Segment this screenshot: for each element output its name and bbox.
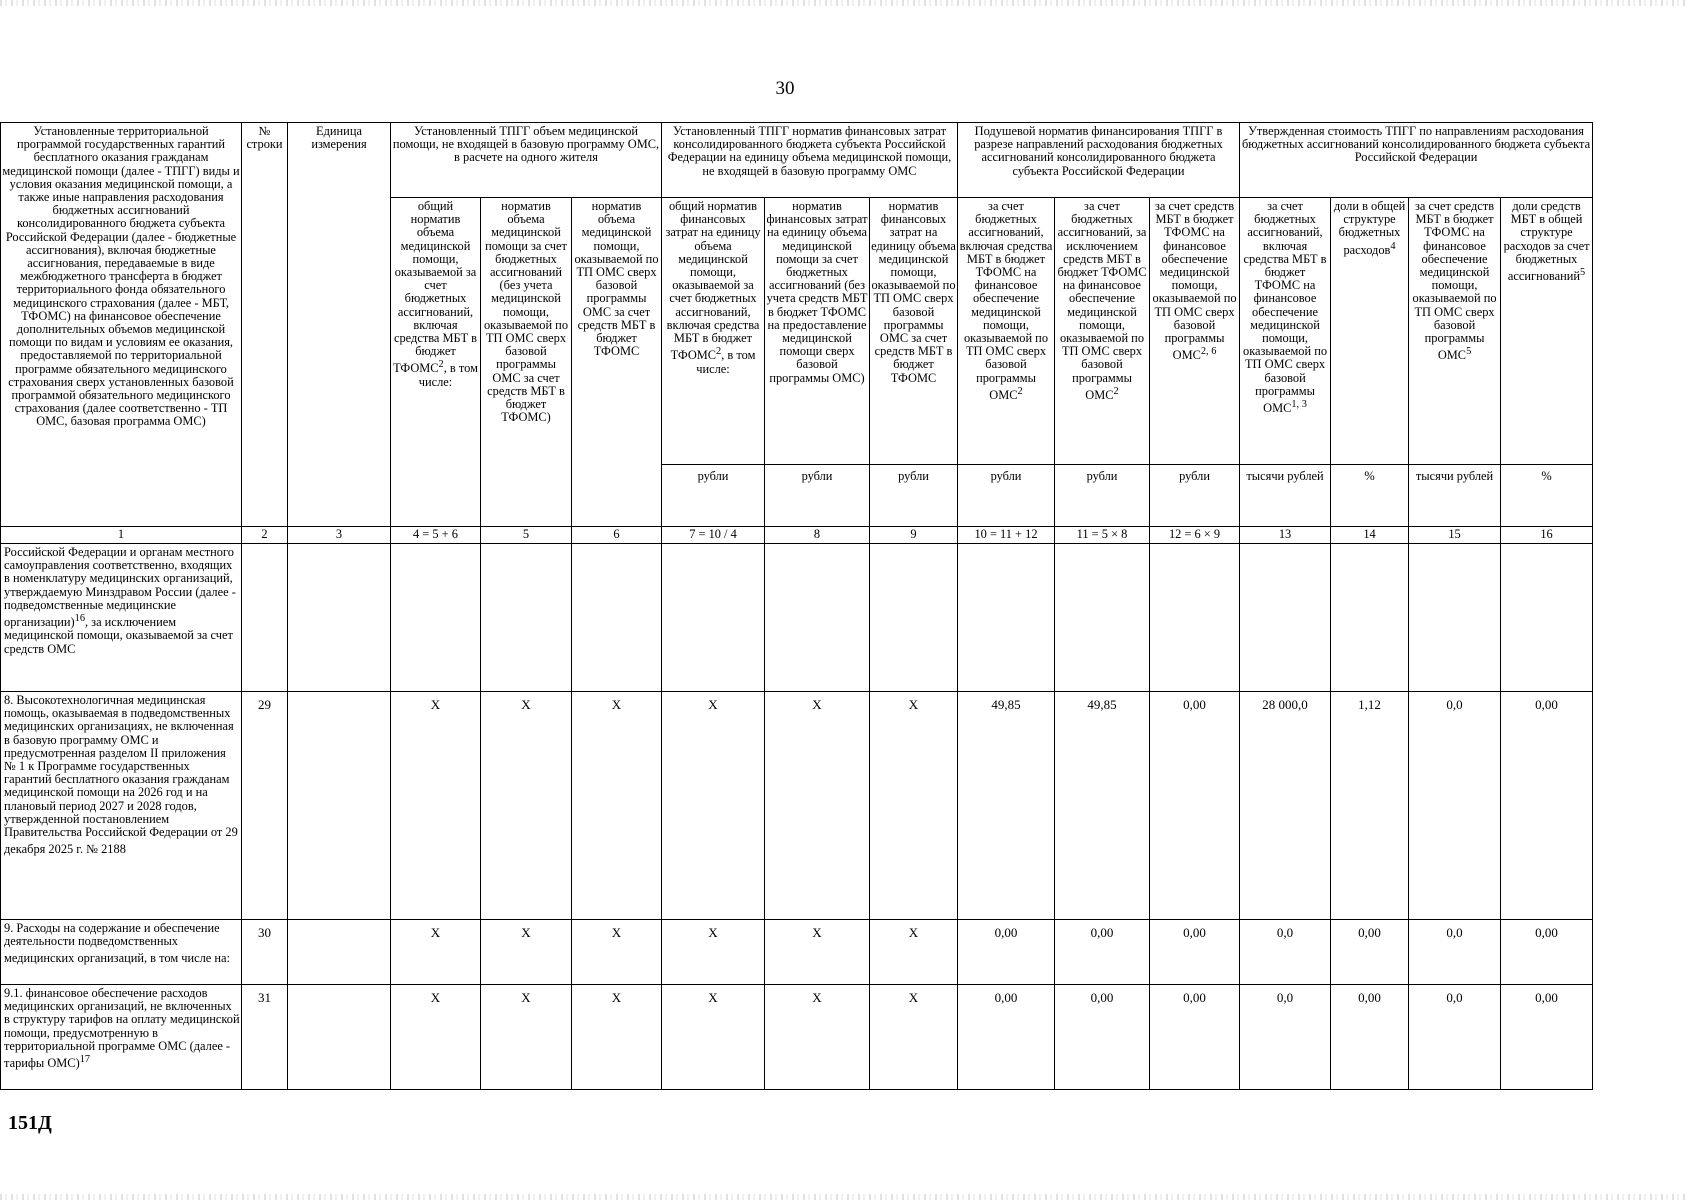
column-number: 1	[1, 527, 242, 544]
column-number: 12 = 6 × 9	[1150, 527, 1240, 544]
header-sub-8: норматив финансовых затрат на единицу объема медицинской помощи за счет бюджетных ассигнований (без учета средств МБТ в бюджет ТФОМС на предоставление медицинской помощи сверх базовой программы ОМС)	[765, 198, 870, 465]
row-cell: X	[481, 920, 572, 985]
column-numbers-row	[1, 527, 1593, 544]
unit-cell: %	[1501, 465, 1593, 527]
row-cell: 0,00	[1331, 920, 1409, 985]
header-sub-6: норматив объема медицинской помощи, оказываемой по ТП ОМС сверх базовой программы ОМС за счет средств МБТ в бюджет ТФОМС	[572, 198, 662, 527]
unit-cell: рубли	[662, 465, 765, 527]
column-number: 15	[1409, 527, 1501, 544]
header-description: Установленные территориальной программой государственных гарантий бесплатного оказания гражданам медицинской помощи (далее - ТПГГ) виды и условия оказания медицинской помощи, а также иные направления расходования бюджетных ассигнований консолидированного бюджета субъекта Российской Федерации (далее - бюджетные ассигнования), включая бюджетные ассигнования, передаваемые в виде межбюджетного трансферта в бюджет территориального фонда обязательного медицинского страхования (далее - МБТ, ТФОМС) на финансовое обеспечение дополнительных объемов медицинской помощи по видам и условиям ее оказания, предоставляемой по территориальной программе обязательного медицинского страхования сверх установленных базовой программой обязательного медицинского страхования (далее соответственно - ТП ОМС, базовая программа ОМС)	[1, 123, 242, 527]
column-number: 5	[481, 527, 572, 544]
row-cell: X	[572, 920, 662, 985]
row-cell	[288, 920, 391, 985]
row-cell	[662, 544, 765, 692]
row-cell: X	[481, 985, 572, 1090]
header-sub-11: за счет бюджетных ассигнований, за исключением средств МБТ в бюджет ТФОМС на финансовое обеспечение медицинской помощи, оказываемой по ТП ОМС сверх базовой программы ОМС$^2$	[1055, 198, 1150, 465]
header-group-approved-cost: Утвержденная стоимость ТПГГ по направлениям расходования бюджетных ассигнований консолидированного бюджета субъекта Российской Федерации	[1240, 123, 1593, 198]
row-cell	[481, 544, 572, 692]
scan-edge-top	[0, 0, 1686, 6]
scan-edge-bottom	[0, 1194, 1686, 1200]
header-sub-10: за счет бюджетных ассигнований, включая средства МБТ в бюджет ТФОМС на финансовое обеспечение медицинской помощи, оказываемой по ТП ОМС сверх базовой программы ОМС$^2$	[958, 198, 1055, 465]
row-number: 29	[242, 692, 288, 920]
row-cell	[870, 544, 958, 692]
header-sub-13: за счет бюджетных ассигнований, включая средства МБТ в бюджет ТФОМС на финансовое обеспечение медицинской помощи, оказываемой по ТП ОМС сверх базовой программы ОМС$^{1, 3}$	[1240, 198, 1331, 465]
row-cell: 0,00	[1331, 985, 1409, 1090]
row-cell: 0,00	[1501, 985, 1593, 1090]
row-cell	[242, 544, 288, 692]
row-cell: X	[662, 920, 765, 985]
row-cell	[288, 544, 391, 692]
row-description: Российской Федерации и органам местного самоуправления соответственно, входящих в номенклатуру медицинских организаций, утверждаемую Минздравом России (далее - подведомственные медицинские организации)$^{16}$, за исключением медицинской помощи, оказываемой за счет средств ОМС	[1, 544, 242, 692]
row-cell	[1331, 544, 1409, 692]
unit-cell: тысячи рублей	[1409, 465, 1501, 527]
row-cell: X	[391, 920, 481, 985]
row-cell: X	[870, 985, 958, 1090]
row-cell: X	[572, 985, 662, 1090]
column-number: 13	[1240, 527, 1331, 544]
header-sub-15: за счет средств МБТ в бюджет ТФОМС на финансовое обеспечение медицинской помощи, оказываемой по ТП ОМС сверх базовой программы ОМС$^5$	[1409, 198, 1501, 465]
row-cell: 49,85	[1055, 692, 1150, 920]
header-group-volume: Установленный ТПГГ объем медицинской помощи, не входящей в базовую программу ОМС, в расчете на одного жителя	[391, 123, 662, 198]
column-number: 14	[1331, 527, 1409, 544]
column-number: 8	[765, 527, 870, 544]
row-cell	[1501, 544, 1593, 692]
unit-cell: рубли	[765, 465, 870, 527]
row-cell: 28 000,0	[1240, 692, 1331, 920]
header-sub-12: за счет средств МБТ в бюджет ТФОМС на финансовое обеспечение медицинской помощи, оказываемой по ТП ОМС сверх базовой программы ОМС$^{2, 6}$	[1150, 198, 1240, 465]
row-cell: X	[391, 985, 481, 1090]
row-cell	[765, 544, 870, 692]
header-sub-16: доли средств МБТ в общей структуре расходов за счет бюджетных ассигнований$^5$	[1501, 198, 1593, 465]
row-cell: 0,00	[1150, 985, 1240, 1090]
row-cell: X	[662, 692, 765, 920]
row-cell: 0,00	[1150, 692, 1240, 920]
row-cell: 1,12	[1331, 692, 1409, 920]
row-cell	[958, 544, 1055, 692]
unit-cell: рубли	[958, 465, 1055, 527]
row-cell: X	[572, 692, 662, 920]
column-number: 9	[870, 527, 958, 544]
row-cell: X	[870, 692, 958, 920]
unit-cell: рубли	[1150, 465, 1240, 527]
column-number: 2	[242, 527, 288, 544]
column-number: 4 = 5 + 6	[391, 527, 481, 544]
header-sub-9: норматив финансовых затрат на единицу объема медицинской помощи, оказываемой по ТП ОМС сверх базовой программы ОМС за счет средств МБТ в бюджет ТФОМС	[870, 198, 958, 465]
row-cell: 0,00	[1150, 920, 1240, 985]
header-sub-14: доли в общей структуре бюджетных расходов$^4$	[1331, 198, 1409, 465]
column-number: 7 = 10 / 4	[662, 527, 765, 544]
column-number: 10 = 11 + 12	[958, 527, 1055, 544]
column-number: 6	[572, 527, 662, 544]
row-cell	[1409, 544, 1501, 692]
header-unit: Единица измерения	[288, 123, 391, 527]
row-cell	[1150, 544, 1240, 692]
header-sub-7: общий норматив финансовых затрат на единицу объема медицинской помощи, оказываемой за счет бюджетных ассигнований, включая средства МБТ в бюджет ТФОМС$^2$, в том числе:	[662, 198, 765, 465]
header-sub-5: норматив объема медицинской помощи за счет бюджетных ассигнований (без учета медицинской помощи, оказываемой по ТП ОМС сверх базовой программы ОМС за счет средств МБТ в бюджет ТФОМС)	[481, 198, 572, 527]
column-number: 11 = 5 × 8	[1055, 527, 1150, 544]
column-number: 16	[1501, 527, 1593, 544]
row-description: 8. Высокотехнологичная медицинская помощь, оказываемая в подведомственных медицинских организациях, не включенная в базовую программу ОМС и предусмотренная разделом II приложения № 1 к Программе государственных гарантий бесплатного оказания гражданам медицинской помощи на 2026 год и на плановый период 2027 и 2028 годов, утвержденной постановлением Правительства Российской Федерации от 29 декабря 2025 г. № 2188	[1, 692, 242, 920]
row-cell	[288, 692, 391, 920]
row-cell: 0,0	[1240, 920, 1331, 985]
row-cell: 0,00	[1055, 985, 1150, 1090]
row-cell: 0,00	[1501, 920, 1593, 985]
column-number: 3	[288, 527, 391, 544]
row-cell	[1240, 544, 1331, 692]
budget-table	[0, 122, 1593, 1090]
row-cell: X	[391, 692, 481, 920]
row-cell	[572, 544, 662, 692]
row-cell: 0,0	[1240, 985, 1331, 1090]
row-cell: X	[765, 692, 870, 920]
row-cell: 0,00	[1055, 920, 1150, 985]
row-cell: X	[765, 920, 870, 985]
header-row-groups	[1, 123, 1593, 198]
row-cell	[391, 544, 481, 692]
row-cell: 0,0	[1409, 920, 1501, 985]
row-cell: 49,85	[958, 692, 1055, 920]
unit-cell: рубли	[870, 465, 958, 527]
header-group-per-capita: Подушевой норматив финансирования ТПГГ в разрезе направлений расходования бюджетных ассигнований консолидированного бюджета субъекта Российской Федерации	[958, 123, 1240, 198]
table-row	[1, 920, 1593, 985]
table-row	[1, 544, 1593, 692]
row-cell	[1055, 544, 1150, 692]
footer-document-code: 151Д	[8, 1112, 52, 1134]
header-sub-4: общий норматив объема медицинской помощи, оказываемой за счет бюджетных ассигнований, включая средства МБТ в бюджет ТФОМС$^2$, в том числе:	[391, 198, 481, 527]
table-row	[1, 692, 1593, 920]
row-cell: 0,00	[958, 985, 1055, 1090]
row-description: 9.1. финансовое обеспечение расходов медицинских организаций, не включенных в структуру тарифов на оплату медицинской помощи, предусмотренную в территориальной программе ОМС (далее - тарифы ОМС)$^{17}$	[1, 985, 242, 1090]
page-number: 30	[775, 78, 795, 99]
unit-cell: %	[1331, 465, 1409, 527]
row-cell: X	[662, 985, 765, 1090]
header-row-number: № строки	[242, 123, 288, 527]
row-cell: X	[870, 920, 958, 985]
row-cell: X	[765, 985, 870, 1090]
row-number: 30	[242, 920, 288, 985]
row-cell	[288, 985, 391, 1090]
row-cell: 0,0	[1409, 985, 1501, 1090]
unit-cell: тысячи рублей	[1240, 465, 1331, 527]
row-cell: X	[481, 692, 572, 920]
row-number: 31	[242, 985, 288, 1090]
row-cell: 0,00	[958, 920, 1055, 985]
unit-cell: рубли	[1055, 465, 1150, 527]
row-description: 9. Расходы на содержание и обеспечение деятельности подведомственных медицинских организаций, в том числе на:	[1, 920, 242, 985]
table-row	[1, 985, 1593, 1090]
row-cell: 0,0	[1409, 692, 1501, 920]
header-group-cost-norm: Установленный ТПГГ норматив финансовых затрат консолидированного бюджета субъекта Российской Федерации на единицу объема медицинской помощи, не входящей в базовую программу ОМС	[662, 123, 958, 198]
row-cell: 0,00	[1501, 692, 1593, 920]
